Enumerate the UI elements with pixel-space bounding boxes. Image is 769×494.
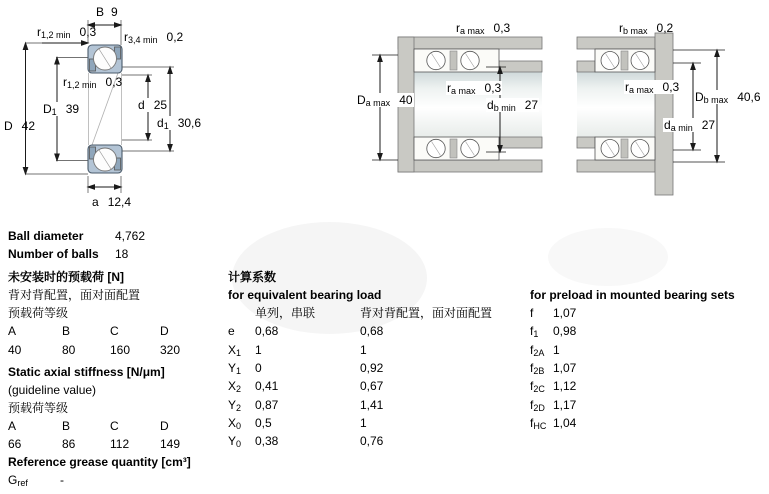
cell: 1 (360, 343, 367, 357)
cell: C (110, 419, 119, 433)
cell: 0,68 (360, 324, 384, 338)
preload-factor-row-fhc (530, 416, 576, 430)
calc-row-x1 (228, 343, 367, 357)
factor-symbol: $f_1$ (530, 324, 539, 339)
dim-label-da: $d_{a min}$ 27 (664, 118, 716, 133)
preload-factor-row-f2b (530, 361, 576, 375)
calc-factors-header-row (228, 306, 492, 320)
cell: A (8, 419, 17, 433)
cell: 0 (255, 361, 262, 375)
calc-col2-header: 背对背配置，面对面配置 (360, 306, 493, 320)
cell: 80 (62, 343, 76, 357)
factor-symbol: $f_{2B}$ (530, 361, 545, 376)
dim-label-db: $d_{b min}$ 27 (487, 98, 539, 113)
grease-title: Reference grease quantity [cm³] (8, 455, 191, 469)
cell: B (62, 419, 71, 433)
dim-label-d: d 25 (138, 98, 168, 112)
cell: 149 (160, 437, 181, 451)
calc-factors-subtitle: for equivalent bearing load (228, 288, 382, 302)
top-ring (88, 45, 122, 73)
stiffness-values-row (8, 437, 180, 451)
top-bearing-pair (595, 49, 655, 72)
cell: A (8, 324, 17, 338)
dimension-lines (673, 50, 725, 162)
dim-label-ra-mid: $r_{a max}$ 0,3 (447, 81, 502, 96)
cell: 1 (553, 343, 560, 357)
factor-symbol: $f_{2D}$ (530, 398, 545, 413)
cell: D (160, 324, 169, 338)
preload-factor-row-f (530, 306, 576, 320)
cell: 0,76 (360, 434, 384, 448)
preload-unmounted-subtitle: 背对背配置，面对面配置 (8, 288, 141, 302)
cell: 86 (62, 437, 76, 451)
cell: 0,68 (255, 324, 279, 338)
cell: B (62, 324, 71, 338)
top-bearing-pair (414, 49, 499, 72)
dim-label-rb-top: $r_{b max}$ 0,2 (619, 21, 674, 36)
dim-label-r34-top: $r_{3,4 min}$ 0,2 (124, 30, 184, 45)
bottom-bearing-pair (595, 137, 655, 160)
number-of-balls-label: Number of balls (8, 247, 99, 261)
factor-symbol: $X_0$ (228, 416, 242, 431)
cell: 0,38 (255, 434, 279, 448)
ball-diameter-row (8, 229, 145, 243)
calc-row-x2 (228, 379, 383, 393)
cell: 0,98 (553, 324, 577, 338)
dim-label-D: D 42 (4, 119, 36, 133)
cell: 40 (8, 343, 22, 357)
cell: 1,07 (553, 306, 577, 320)
calc-col1-header: 单列，串联 (255, 306, 316, 320)
calc-row-y1 (228, 361, 383, 375)
dim-label-Db: $D_{b max}$ 40,6 (695, 90, 761, 105)
stiffness-title: Static axial stiffness [N/μm] (8, 365, 165, 379)
calc-row-y2 (228, 398, 383, 412)
factor-symbol: e (228, 324, 235, 338)
cell: 1,07 (553, 361, 577, 375)
preload-factors-title: for preload in mounted bearing sets (530, 288, 735, 302)
cell: C (110, 324, 119, 338)
calc-factors-title: 计算系数 (228, 270, 277, 284)
factor-symbol: $X_1$ (228, 343, 242, 358)
bottom-bearing-pair (414, 137, 499, 160)
factor-symbol: $Y_2$ (228, 398, 242, 413)
dim-label-a: a 12,4 (92, 195, 132, 209)
dim-label-ra-top: $r_{a max}$ 0,3 (456, 21, 511, 36)
cell: 1 (255, 343, 262, 357)
factor-symbol: $X_2$ (228, 379, 242, 394)
dim-label-Da: $D_{a max}$ 40 (357, 93, 413, 108)
cell: 0,92 (360, 361, 384, 375)
cell: 1,12 (553, 379, 577, 393)
watermark (548, 228, 668, 286)
grease-symbol: $G_{ref}$ (8, 473, 28, 488)
cell: 0,67 (360, 379, 384, 393)
cell: 1 (360, 416, 367, 430)
preload-unmounted-title: 未安装时的预载荷 [N] (8, 270, 124, 284)
cell: 112 (110, 437, 130, 451)
factor-symbol: $f_{2C}$ (530, 379, 545, 394)
number-of-balls-value: 18 (115, 247, 129, 261)
dim-label-r12-mid: $r_{1,2 min}$ 0,3 (63, 75, 123, 90)
preload-values-row (8, 343, 180, 357)
cell: 0,5 (255, 416, 272, 430)
dim-label-d1: $d_1$ 30,6 (157, 116, 202, 131)
cell: 1,17 (553, 398, 577, 412)
stiffness-subtitle: (guideline value) (8, 383, 97, 397)
calc-row-x0 (228, 416, 367, 430)
dim-label-r12-top: $r_{1,2 min}$ 0,3 (37, 25, 97, 40)
factor-symbol: $f_{HC}$ (530, 416, 547, 431)
factor-symbol: $f_{2A}$ (530, 343, 545, 358)
preload-class-label: 预载荷等级 (8, 306, 69, 320)
calc-row-e (228, 324, 383, 338)
factor-symbol: $Y_0$ (228, 434, 242, 449)
preload-factor-row-f2c (530, 379, 576, 393)
factor-symbol: $Y_1$ (228, 361, 242, 376)
cell: 0,41 (255, 379, 279, 393)
dim-label-ra-mid2: $r_{a max}$ 0,3 (625, 80, 680, 95)
dim-label-B: B 9 (96, 5, 118, 19)
grease-row (8, 473, 64, 487)
ball-diameter-value: 4,762 (115, 229, 146, 243)
grease-value: - (60, 473, 64, 487)
cell: 1,04 (553, 416, 577, 430)
ball-diameter-label: Ball diameter (8, 229, 84, 243)
preload-factor-row-f2a (530, 343, 560, 357)
calc-row-y0 (228, 434, 383, 448)
preload-headers-row (8, 324, 169, 338)
factor-symbol: f (530, 306, 534, 320)
preload-factor-row-f1 (530, 324, 576, 338)
stiffness-headers-row (8, 419, 169, 433)
bottom-ring (88, 145, 122, 173)
stiffness-class-label: 预载荷等级 (8, 401, 69, 415)
number-of-balls-row (8, 247, 128, 261)
preload-factor-row-f2d (530, 398, 576, 412)
cell: 1,41 (360, 398, 384, 412)
cell: D (160, 419, 169, 433)
dim-label-D1: $D_1$ 39 (43, 102, 80, 117)
cell: 66 (8, 437, 22, 451)
cell: 0,87 (255, 398, 279, 412)
mounted-pair-shaft-drawing (575, 15, 769, 200)
cell: 160 (110, 343, 131, 357)
cell: 320 (160, 343, 181, 357)
